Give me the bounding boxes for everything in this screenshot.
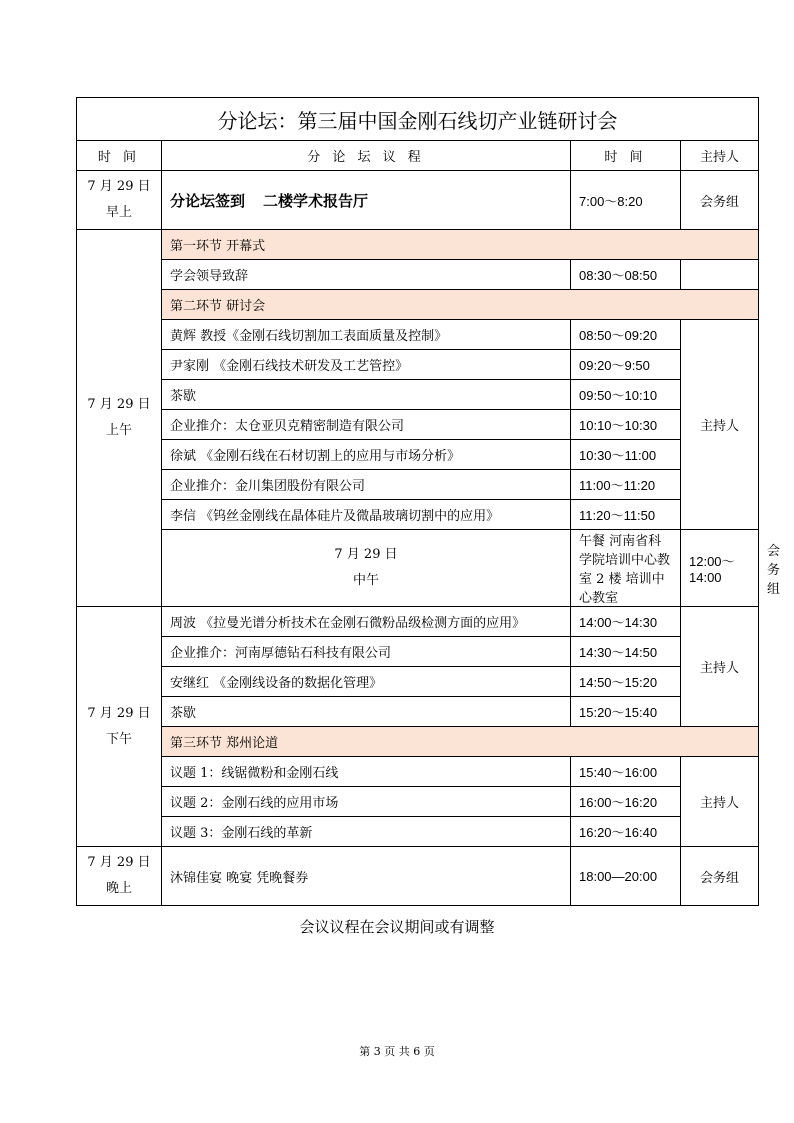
date-text: 7 月 29 日 — [87, 397, 151, 412]
time-cell: 11:00～11:20 — [571, 470, 681, 500]
session-2-heading: 第二环节 研讨会 — [162, 290, 759, 320]
agenda-table: 分论坛：第三届中国金刚石线切产业链研讨会 时 间 分 论 坛 议 程 时 间 主持人 7 月 29 日 早上 分论坛签到 二楼学术报告厅 7:00～8:20 会务组 7 月 29 日 上午 第一环节 开幕式 学会领导致辞 08:30～08:50 第二环节 研讨会 黄辉 教授《金刚石线切割加工表面质量及控制》 08:50～09:20 主持人 尹家刚 《金刚石线技术研发及工艺管控》 09:20～9:50 茶歇 09:50～10:10 企业推介：太仓亚贝克精密制造有限公司 10:10～10:30 徐斌 《金刚石线在石材切割上的应用与市场分析》 10:30～11:00 企业推介：金川集团股份有限公司 11:00～11:20 李信 《钨丝金刚线在晶体硅片及微晶玻璃切割中的应用》 11:20～11:50 7 月 29 日 中午 午餐 河南省科学院培训中心教室 2 楼 培训中心教室 12:00～14:00 会务组 7 月 29 日 下午 周波 《拉曼光谱分析技术在金刚石微粉品级检测方面的应用》 14:00～14:30 主持人 企业推介：河南厚德钻石科技有限公司 14:30～14:50 安继红 《金刚线设备的数据化管理》 14:50～15:20 茶歇 15:20～15:40 第三环节 郑州论道 议题 1：线锯微粉和金刚石线 15:40～16:00 主持人 议题 2：金刚石线的应用市场 16:00～16:20 议题 3：金刚石线的革新 16:20～16:40 7 月 29 日 晚上 沐锦佳宴 晚宴 凭晚餐券 18:00—20:00 会务组 — [76, 97, 759, 906]
agenda-item: 议题 2：金刚石线的应用市场 — [162, 787, 571, 817]
host-cell-afternoon-2: 主持人 — [681, 757, 759, 847]
table-title: 分论坛：第三届中国金刚石线切产业链研讨会 — [77, 98, 759, 141]
agenda-item: 黄辉 教授《金刚石线切割加工表面质量及控制》 — [162, 320, 571, 350]
time-cell: 15:20～15:40 — [571, 697, 681, 727]
agenda-item: 午餐 河南省科学院培训中心教室 2 楼 培训中心教室 — [571, 530, 681, 607]
agenda-item: 企业推介：金川集团股份有限公司 — [162, 470, 571, 500]
time-cell: 10:10～10:30 — [571, 410, 681, 440]
date-text: 7 月 29 日 — [334, 547, 398, 562]
agenda-item: 企业推介：太仓亚贝克精密制造有限公司 — [162, 410, 571, 440]
time-cell: 14:00～14:30 — [571, 607, 681, 637]
header-time: 时 间 — [77, 141, 162, 171]
time-cell: 14:50～15:20 — [571, 667, 681, 697]
period-text: 下午 — [105, 731, 132, 747]
time-cell: 12:00～14:00 — [681, 530, 759, 607]
host-cell: 会务组 — [681, 171, 759, 230]
time-cell: 08:30～08:50 — [571, 260, 681, 290]
date-cell-early — [77, 171, 162, 230]
page-footer: 第 3 页 共 6 页 — [359, 1045, 435, 1058]
host-cell-afternoon-1: 主持人 — [681, 607, 759, 727]
adjustment-note: 会议议程在会议期间或有调整 — [299, 918, 495, 936]
period-text: 晚上 — [105, 881, 132, 896]
time-cell: 11:20～11:50 — [571, 500, 681, 530]
signin-label: 分论坛签到 — [170, 191, 246, 210]
date-cell-noon — [162, 530, 571, 607]
date-text: 7 月 29 日 — [87, 179, 151, 194]
agenda-item: 议题 1：线锯微粉和金刚石线 — [162, 757, 571, 787]
agenda-item: 沐锦佳宴 晚宴 凭晚餐券 — [162, 847, 571, 906]
date-cell-morning — [77, 230, 162, 607]
time-cell: 18:00—20:00 — [571, 847, 681, 906]
date-text: 7 月 29 日 — [87, 855, 151, 870]
agenda-item: 议题 3：金刚石线的革新 — [162, 817, 571, 847]
host-cell-morning: 主持人 — [681, 320, 759, 530]
agenda-item: 安继红 《金刚线设备的数据化管理》 — [162, 667, 571, 697]
date-cell-evening — [77, 847, 162, 906]
date-cell-afternoon — [77, 607, 162, 847]
time-cell: 10:30～11:00 — [571, 440, 681, 470]
header-host: 主持人 — [681, 141, 759, 171]
agenda-item: 尹家刚 《金刚石线技术研发及工艺管控》 — [162, 350, 571, 380]
time-cell: 08:50～09:20 — [571, 320, 681, 350]
signin-cell — [162, 171, 571, 230]
agenda-item: 茶歇 — [162, 697, 571, 727]
header-slot: 时 间 — [571, 141, 681, 171]
period-text: 上午 — [105, 423, 132, 438]
period-text: 中午 — [352, 573, 379, 588]
time-cell: 09:50～10:10 — [571, 380, 681, 410]
date-text: 7 月 29 日 — [87, 705, 151, 721]
host-cell-empty — [681, 260, 759, 290]
time-cell: 16:00～16:20 — [571, 787, 681, 817]
time-cell: 7:00～8:20 — [571, 171, 681, 230]
period-text: 早上 — [105, 205, 132, 220]
host-cell: 会务组 — [681, 847, 759, 906]
session-3-heading: 第三环节 郑州论道 — [162, 727, 759, 757]
time-cell: 15:40～16:00 — [571, 757, 681, 787]
time-cell: 09:20～9:50 — [571, 350, 681, 380]
agenda-item: 学会领导致辞 — [162, 260, 571, 290]
session-1-heading: 第一环节 开幕式 — [162, 230, 759, 260]
agenda-item: 李信 《钨丝金刚线在晶体硅片及微晶玻璃切割中的应用》 — [162, 500, 571, 530]
time-cell: 14:30～14:50 — [571, 637, 681, 667]
time-cell: 16:20～16:40 — [571, 817, 681, 847]
agenda-item: 企业推介：河南厚德钻石科技有限公司 — [162, 637, 571, 667]
agenda-item: 周波 《拉曼光谱分析技术在金刚石微粉品级检测方面的应用》 — [162, 607, 571, 637]
agenda-item: 茶歇 — [162, 380, 571, 410]
signin-location: 二楼学术报告厅 — [263, 191, 369, 210]
agenda-item: 徐斌 《金刚石线在石材切割上的应用与市场分析》 — [162, 440, 571, 470]
header-agenda: 分 论 坛 议 程 — [162, 141, 571, 171]
